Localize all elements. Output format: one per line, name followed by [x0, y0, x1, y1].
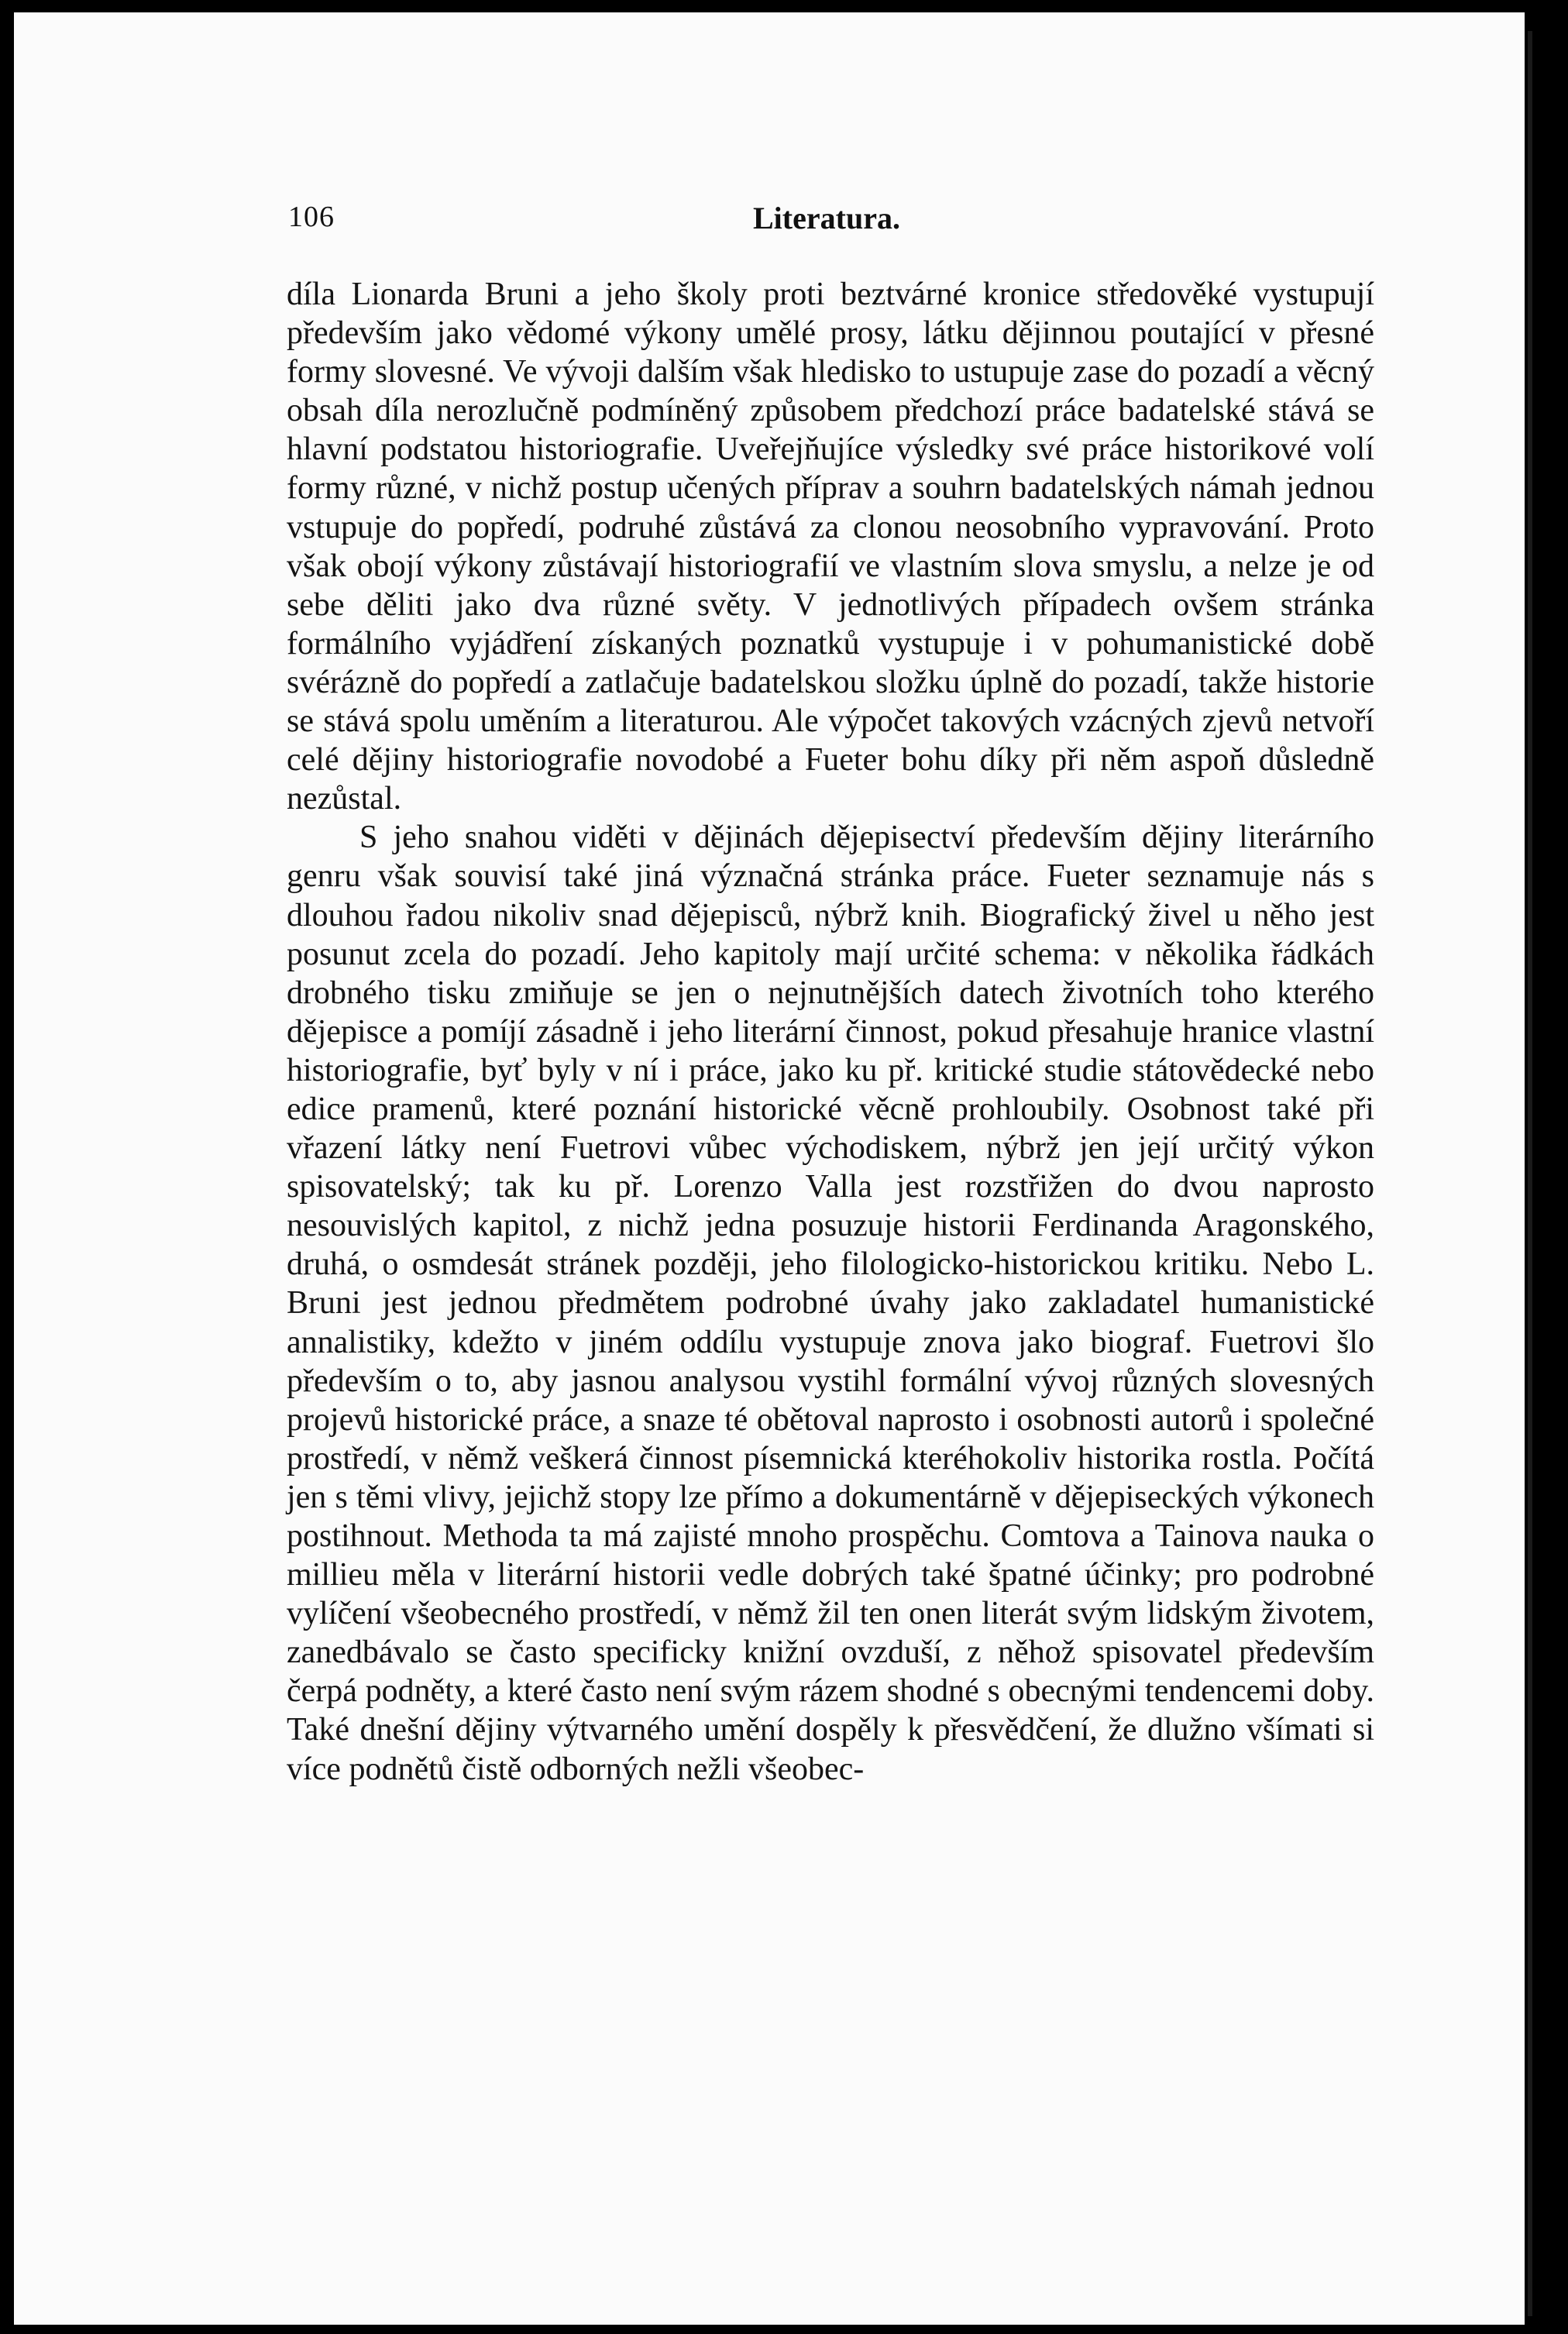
page-edge-border: [1528, 31, 1532, 2316]
body-text: [287, 275, 1374, 1789]
running-head: [288, 200, 1373, 246]
paragraph-1: díla Lionarda Bruni a jeho školy proti beztvárné kronice středověké vystupují především jako vědomé výkony umělé prosy, látku dějinnou poutající v přesné formy slovesné. Ve vývoji dalším však hledisko to ustupuje zase do pozadí a věcný obsah díla nerozlučně podmíněný způsobem předchozí práce badatelské stává se hlavní podstatou historiografie. Uveřejňujíce výsledky své práce historikové volí formy různé, v nichž postup učených příprav a souhrn badatelských námah jednou vstupuje do popředí, podruhé zůstává za clonou neosobního vypravování. Proto však obojí výkony zůstávají historiografií ve vlastním slova smyslu, a nelze je od sebe děliti jako dva různé světy. V jednotlivých případech ovšem stránka formálního vyjádření získaných poznatků vystupuje i v pohumanistické době svérázně do popředí a zatlačuje badatelskou složku úplně do pozadí, takže historie se stává spolu uměním a literaturou. Ale výpočet takových vzácných zjevů netvoří celé dějiny historiografie novodobé a Fueter bohu díky při něm aspoň důsledně nezůstal.: [287, 277, 1374, 817]
running-title: Literatura.: [753, 201, 900, 235]
page-number: 106: [288, 201, 335, 233]
paragraph-2: S jeho snahou viděti v dějinách dějepisectví především dějiny literárního genru však souvisí také jiná význačná stránka práce. Fueter seznamuje nás s dlouhou řadou nikoliv snad dějepisců, nýbrž knih. Biografický živel u něho jest posunut zcela do pozadí. Jeho kapitoly mají určité schema: v několika řádkách drobného tisku zmiňuje se jen o nejnutnějších datech životních toho kterého dějepisce a pomíjí zásadně i jeho literární činnost, pokud přesahuje hranice vlastní historiografie, byť byly v ní i práce, jako ku př. kritické studie státovědecké nebo edice pramenů, které poznání historické věcně prohloubily. Osobnost také při vřazení látky není Fuetrovi vůbec východiskem, nýbrž jen její určitý výkon spisovatelský; tak ku př. Lorenzo Valla jest rozstřižen do dvou naprosto nesouvislých kapitol, z nichž jedna posuzuje historii Ferdinanda Aragonského, druhá, o osmdesát stránek později, jeho filologicko-historickou kritiku. Nebo L. Bruni jest jednou předmětem podrobné úvahy jako zakladatel humanistické annalistiky, kdežto v jiném oddílu vystupuje znova jako biograf. Fuetrovi šlo především o to, aby jasnou analysou vystihl formální vývoj různých slovesných projevů historické práce, a snaze té obětoval naprosto i osobnosti autorů i společné prostředí, v němž veškerá činnost písemnická kteréhokoliv historika rostla. Počítá jen s těmi vlivy, jejichž stopy lze přímo a dokumentárně v dějepiseckých výkonech postihnout. Methoda ta má zajisté mnoho prospěchu. Comtova a Tainova nauka o millieu měla v literární historii vedle dobrých také špatné účinky; pro podrobné vylíčení všeobecného prostředí, v němž žil ten onen literát svým lidským životem, zanedbávalo se často specificky knižní ovzduší, z něhož spisovatel především čerpá podněty, a které často není svým rázem shodné s obecnými tendencemi doby. Také dnešní dějiny výtvarného umění dospěly k přesvědčení, že dlužno všímati si více podnětů čistě odborných nežli všeobec-: [287, 820, 1374, 1787]
